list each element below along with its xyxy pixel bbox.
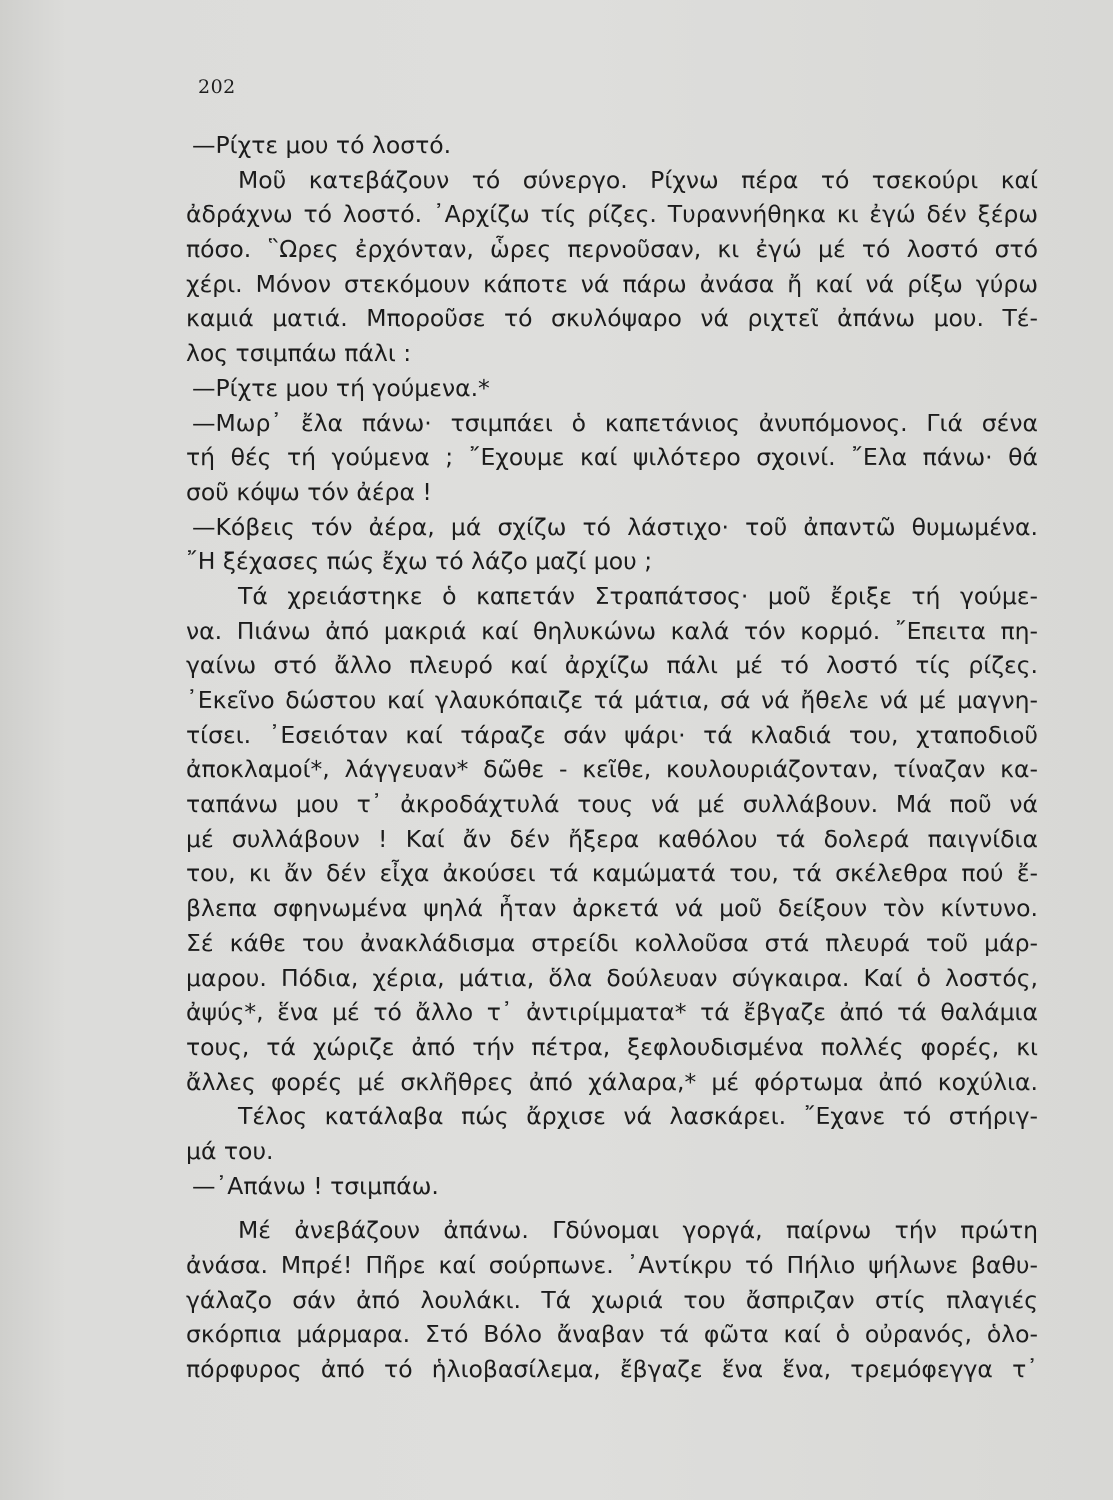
text-line: γάλαζο σάν ἀπό λουλάκι. Τά χωριά του ἄσπριζαν στίς πλαγιές <box>186 1285 1038 1314</box>
text-line: Τέλος κατάλαβα πώς ἄρχισε νά λασκάρει. ῎Εχανε τό στήριγ- <box>238 1102 1038 1131</box>
text-line: να. Πιάνω ἀπό μακριά καί θηλυκώνω καλά τόν κορμό. ῎Επειτα πη- <box>186 616 1038 645</box>
text-line: σκόρπια μάρμαρα. Στό Βόλο ἄναβαν τά φῶτα καί ὁ οὐρανός, ὁλο- <box>186 1320 1038 1349</box>
text-line: Τά χρειάστηκε ὁ καπετάν Στραπάτσος· μοῦ ἔριξε τή γούμε- <box>238 581 1038 610</box>
text-line: χέρι. Μόνον στεκόμουν κάποτε νά πάρω ἀνάσα ἤ καί νά ρίξω γύρω <box>186 269 1038 298</box>
text-line: —Ρίχτε μου τή γούμενα.* <box>192 373 490 402</box>
page-number: 202 <box>198 76 236 98</box>
text-line: μαρου. Πόδια, χέρια, μάτια, ὅλα δούλευαν σύγκαιρα. Καί ὁ λοστός, <box>186 963 1038 992</box>
text-line: τή θές τή γούμενα ; ῎Εχουμε καί ψιλότερο σχοινί. ῎Ελα πάνω· θά <box>186 443 1038 472</box>
text-line: μέ συλλάβουν ! Καί ἄν δέν ἤξερα καθόλου τά δολερά παιγνίδια <box>186 824 1038 853</box>
text-line: ᾿Εκεῖνο δώστου καί γλαυκόπαιζε τά μάτια, σά νά ἤθελε νά μέ μαγνη- <box>186 686 1038 714</box>
text-line: ῎Η ξέχασες πώς ἔχω τό λάζο μαζί μου ; <box>186 547 653 576</box>
text-line: πόσο. ῝Ωρες ἐρχόνταν, ὧρες περνοῦσαν, κι ἐγώ μέ τό λοστό στό <box>186 235 1038 264</box>
text-line: πόρφυρος ἀπό τό ἡλιοβασίλεμα, ἔβγαζε ἕνα ἕνα, τρεμόφεγγα τ᾽ <box>186 1355 1038 1384</box>
text-line: ἀδράχνω τό λοστό. ᾿Αρχίζω τίς ρίζες. Τυραννήθηκα κι ἐγώ δέν ξέρω <box>186 200 1038 229</box>
text-line: —᾿Απάνω ! τσιμπάω. <box>192 1171 439 1200</box>
text-line: Σέ κάθε του ἀνακλάδισμα στρείδι κολλοῦσα στά πλευρά τοῦ μάρ- <box>186 928 1038 957</box>
text-line: τίσει. ᾿Εσειόταν καί τάραζε σάν ψάρι· τά κλαδιά του, χταποδιοῦ <box>186 720 1038 749</box>
text-line: —Κόβεις τόν ἀέρα, μά σχίζω τό λάστιχο· τοῦ ἀπαντῶ θυμωμένα. <box>192 512 1038 541</box>
text-line: ἄλλες φορές μέ σκλῆθρες ἀπό χάλαρα,* μέ φόρτωμα ἀπό κοχύλια. <box>186 1067 1038 1096</box>
text-line: τους, τά χώριζε ἀπό τήν πέτρα, ξεφλουδισμένα πολλές φορές, κι <box>186 1032 1038 1061</box>
text-line: του, κι ἄν δέν εἶχα ἀκούσει τά καμώματά του, τά σκέλεθρα πού ἔ- <box>186 859 1038 888</box>
text-line: —Ρίχτε μου τό λοστό. <box>192 131 452 159</box>
text-line: γαίνω στό ἄλλο πλευρό καί ἀρχίζω πάλι μέ τό λοστό τίς ρίζες. <box>186 651 1038 680</box>
text-line: καμιά ματιά. Μποροῦσε τό σκυλόψαρο νά ριχτεῖ ἀπάνω μου. Τέ- <box>186 304 1038 333</box>
text-line: ἀψύς*, ἕνα μέ τό ἄλλο τ᾽ ἀντιρίμματα* τά ἔβγαζε ἀπό τά θαλάμια <box>186 998 1038 1027</box>
text-line: Μοῦ κατεβάζουν τό σύνεργο. Ρίχνω πέρα τό τσεκούρι καί <box>238 165 1038 194</box>
text-line: ταπάνω μου τ᾽ ἀκροδάχτυλά τους νά μέ συλλάβουν. Μά ποῦ νά <box>186 790 1038 819</box>
body-text <box>186 128 1038 1387</box>
text-line: Μέ ἀνεβάζουν ἀπάνω. Γδύνομαι γοργά, παίρνω τήν πρώτη <box>238 1216 1038 1245</box>
text-line: ἀποκλαμοί*, λάγγευαν* δῶθε - κεῖθε, κουλουριάζονταν, τίναζαν κα- <box>186 755 1038 784</box>
text-line: λος τσιμπάω πάλι : <box>186 339 412 368</box>
text-line: μά του. <box>186 1136 274 1165</box>
text-line: βλεπα σφηνωμένα ψηλά ἦταν ἀρκετά νά μοῦ δείξουν τὸν κίντυνο. <box>186 894 1038 923</box>
text-line: —Μωρ᾽ ἔλα πάνω· τσιμπάει ὁ καπετάνιος ἀνυπόμονος. Γιά σένα <box>192 408 1038 437</box>
text-line: σοῦ κόψω τόν ἀέρα ! <box>186 477 432 506</box>
text-line: ἀνάσα. Μπρέ! Πῆρε καί σούρπωνε. ᾿Αντίκρυ τό Πήλιο ψήλωνε βαθυ- <box>186 1251 1038 1279</box>
